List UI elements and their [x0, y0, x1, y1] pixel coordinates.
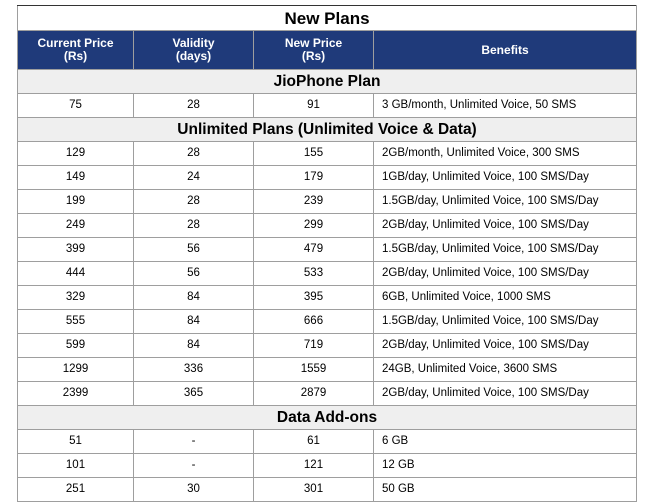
- section-title: Unlimited Plans (Unlimited Voice & Data): [18, 118, 637, 142]
- validity-cell: 84: [134, 334, 254, 358]
- table-row: [18, 286, 637, 310]
- validity-cell: 56: [134, 262, 254, 286]
- current-price-cell: 1299: [18, 358, 134, 382]
- new-price-cell: 299: [254, 214, 374, 238]
- section-row: [18, 70, 637, 94]
- validity-cell: 28: [134, 94, 254, 118]
- benefits-cell: 2GB/day, Unlimited Voice, 100 SMS/Day: [374, 382, 637, 406]
- header-current-price-line1: Current Price: [37, 36, 114, 50]
- new-price-cell: 301: [254, 478, 374, 502]
- new-price-cell: 239: [254, 190, 374, 214]
- validity-cell: 84: [134, 286, 254, 310]
- header-new-price: [254, 31, 374, 70]
- validity-cell: -: [134, 430, 254, 454]
- new-price-cell: 179: [254, 166, 374, 190]
- validity-cell: 30: [134, 478, 254, 502]
- benefits-cell: 24GB, Unlimited Voice, 3600 SMS: [374, 358, 637, 382]
- new-price-cell: 719: [254, 334, 374, 358]
- current-price-cell: 51: [18, 430, 134, 454]
- table-row: [18, 142, 637, 166]
- new-price-cell: 479: [254, 238, 374, 262]
- table-row: [18, 430, 637, 454]
- table-row: [18, 478, 637, 502]
- new-price-cell: 91: [254, 94, 374, 118]
- header-new-price-line2: (Rs): [301, 49, 326, 63]
- table-row: [18, 238, 637, 262]
- current-price-cell: 329: [18, 286, 134, 310]
- validity-cell: 28: [134, 142, 254, 166]
- current-price-cell: 599: [18, 334, 134, 358]
- benefits-cell: 3 GB/month, Unlimited Voice, 50 SMS: [374, 94, 637, 118]
- section-title: JioPhone Plan: [18, 70, 637, 94]
- header-validity: [134, 31, 254, 70]
- benefits-cell: 2GB/month, Unlimited Voice, 300 SMS: [374, 142, 637, 166]
- validity-cell: 56: [134, 238, 254, 262]
- benefits-cell: 2GB/day, Unlimited Voice, 100 SMS/Day: [374, 334, 637, 358]
- table-row: [18, 262, 637, 286]
- header-validity-line2: (days): [175, 49, 212, 63]
- table-row: [18, 190, 637, 214]
- header-current-price: [18, 31, 134, 70]
- new-price-cell: 533: [254, 262, 374, 286]
- table-row: [18, 214, 637, 238]
- current-price-cell: 444: [18, 262, 134, 286]
- table-row: [18, 382, 637, 406]
- header-new-price-line1: New Price: [284, 36, 343, 50]
- new-price-cell: 2879: [254, 382, 374, 406]
- current-price-cell: 555: [18, 310, 134, 334]
- current-price-cell: 399: [18, 238, 134, 262]
- benefits-cell: 2GB/day, Unlimited Voice, 100 SMS/Day: [374, 262, 637, 286]
- table-row: [18, 454, 637, 478]
- header-row: [18, 31, 637, 70]
- new-price-cell: 121: [254, 454, 374, 478]
- current-price-cell: 251: [18, 478, 134, 502]
- table-row: [18, 358, 637, 382]
- benefits-cell: 2GB/day, Unlimited Voice, 100 SMS/Day: [374, 214, 637, 238]
- section-title: Data Add-ons: [18, 406, 637, 430]
- new-price-cell: 1559: [254, 358, 374, 382]
- benefits-cell: 1.5GB/day, Unlimited Voice, 100 SMS/Day: [374, 238, 637, 262]
- table-row: [18, 334, 637, 358]
- validity-cell: 84: [134, 310, 254, 334]
- new-price-cell: 61: [254, 430, 374, 454]
- benefits-cell: 1GB/day, Unlimited Voice, 100 SMS/Day: [374, 166, 637, 190]
- section-row: [18, 118, 637, 142]
- table-row: [18, 166, 637, 190]
- table-title: New Plans: [18, 6, 637, 31]
- validity-cell: 28: [134, 214, 254, 238]
- current-price-cell: 199: [18, 190, 134, 214]
- current-price-cell: 2399: [18, 382, 134, 406]
- plans-table: [17, 5, 637, 502]
- current-price-cell: 101: [18, 454, 134, 478]
- header-validity-line1: Validity: [172, 36, 215, 50]
- validity-cell: 28: [134, 190, 254, 214]
- new-price-cell: 395: [254, 286, 374, 310]
- table-row: [18, 310, 637, 334]
- benefits-cell: 1.5GB/day, Unlimited Voice, 100 SMS/Day: [374, 190, 637, 214]
- validity-cell: 365: [134, 382, 254, 406]
- benefits-cell: 6GB, Unlimited Voice, 1000 SMS: [374, 286, 637, 310]
- section-row: [18, 406, 637, 430]
- validity-cell: 336: [134, 358, 254, 382]
- benefits-cell: 1.5GB/day, Unlimited Voice, 100 SMS/Day: [374, 310, 637, 334]
- current-price-cell: 129: [18, 142, 134, 166]
- header-current-price-line2: (Rs): [63, 49, 88, 63]
- benefits-cell: 50 GB: [374, 478, 637, 502]
- current-price-cell: 149: [18, 166, 134, 190]
- current-price-cell: 75: [18, 94, 134, 118]
- table-row: [18, 94, 637, 118]
- validity-cell: 24: [134, 166, 254, 190]
- validity-cell: -: [134, 454, 254, 478]
- benefits-cell: 12 GB: [374, 454, 637, 478]
- benefits-cell: 6 GB: [374, 430, 637, 454]
- new-price-cell: 155: [254, 142, 374, 166]
- title-row: [18, 6, 637, 31]
- current-price-cell: 249: [18, 214, 134, 238]
- new-price-cell: 666: [254, 310, 374, 334]
- header-benefits: Benefits: [374, 31, 637, 70]
